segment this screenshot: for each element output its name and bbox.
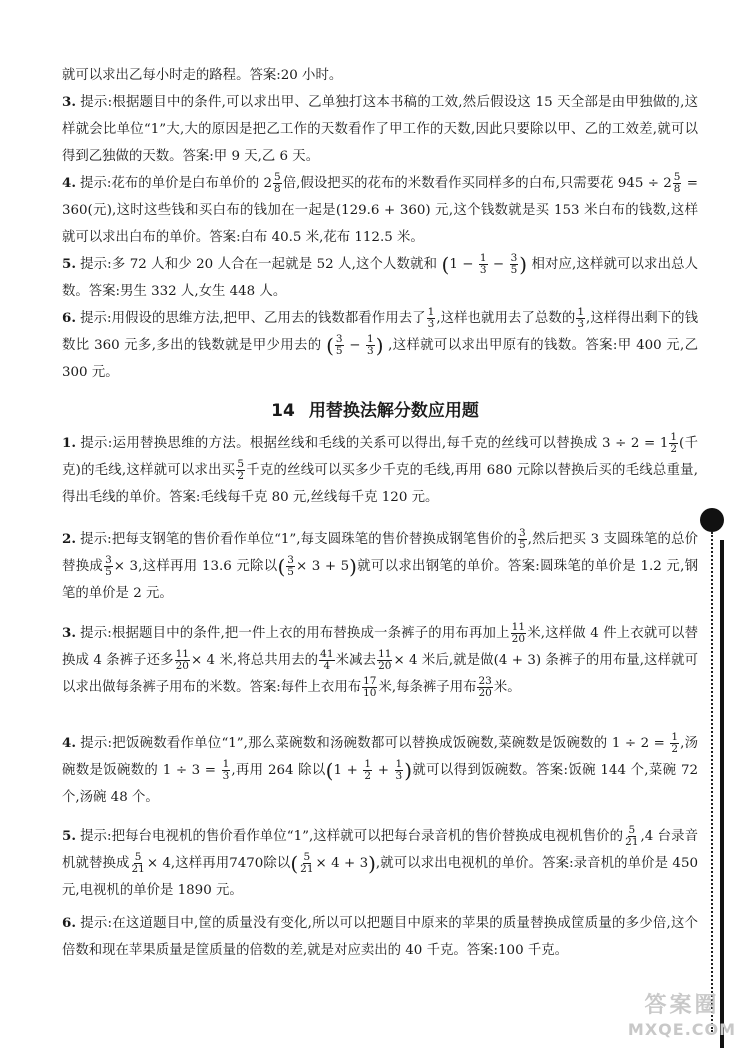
fraction: $\frac{1}{3}$ xyxy=(577,306,585,330)
watermark-logo: 答案圈 MXQE.COM xyxy=(627,993,737,1039)
fraction: $\frac{1}{3}$ xyxy=(479,252,487,276)
fraction: $\frac{3}{5}$ xyxy=(519,527,526,551)
fraction: $\frac{1}{2}$ xyxy=(364,758,372,782)
fraction: $\frac{1}{2}$ xyxy=(670,431,678,455)
answer-item-b2: 2. 提示:把每支钢笔的售价看作单位“1”,每支圆珠笔的售价替换成钢笔售价的 $\frac{3}{5}$ ,然后把买 3 支圆珠笔的总价替换成 $\frac{3}{5}$ × 3,这样再用 13.6 元除以( $\frac{3}{5}$ × 3 + 5)就可以求出钢笔的单价。答案:圆珠笔的单价是 1.2 元,钢笔的单价是 2 元。 xyxy=(62,527,699,601)
fraction: $\frac{41}{4}$ xyxy=(320,648,334,672)
answer-item-b1: 1. 提示:运用替换思维的方法。根据丝线和毛线的关系可以得出,每千克的丝线可以替换成 3 ÷ 2 = 1 $\frac{1}{2}$ (千克)的毛线,这样就可以求出买 $\frac{5}{2}$ 千克的丝线可以买多少千克的毛线,再用 680 元除以替换后买的毛线总重量,得出毛线的单价。答案:毛线每千克 80 元,丝线每千克 120 元。 xyxy=(62,431,698,505)
fraction: $\frac{23}{20}$ xyxy=(478,675,492,699)
fraction: $\frac{1}{3}$ xyxy=(367,333,374,357)
fraction: $\frac{3}{5}$ xyxy=(510,252,518,276)
answer-item-4: 4. 提示:花布的单价是白布单价的 2 $\frac{5}{8}$ 倍,假设把买的花布的米数看作买同样多的白布,只需要花 945 ÷ 2 $\frac{5}{8}$ = 360(元),这时这些钱和买白布的钱加在一起是(129.6 + 360) 元,这个钱数就是买 153 米白布的钱数,这样就可以求出白布的单价。答案:白布 40.5 米,花布 112.5 米。 xyxy=(62,171,698,245)
answer-item-b3: 3. 提示:根据题目中的条件,把一件上衣的用布替换成一条裤子的用布再加上 $\frac{11}{20}$ 米,这样做 4 件上衣就可以替换成 4 条裤子还多 $\frac{11}{20}$ × 4 米,将总共用去的 $\frac{41}{4}$ 米减去 $\frac{11}{20}$ × 4 米后,就是做(4 + 3) 条裤子的用布量,这样就可以求出做每条裤子用布的米数。答案:每件上衣用布 $\frac{17}{10}$ 米,每条裤子用布 $\frac{23}{20}$ 米。 xyxy=(62,621,698,699)
page-edge-bar xyxy=(720,540,724,1048)
fraction: $\frac{11}{20}$ xyxy=(378,648,392,672)
fraction: $\frac{1}{3}$ xyxy=(427,306,435,330)
answer-item-b4: 4. 提示:把饭碗数看作单位“1”,那么菜碗数和汤碗数都可以替换成饭碗数,菜碗数是饭碗数的 1 ÷ 2 = $\frac{1}{2}$ ,汤碗数是饭碗数的 1 ÷ 3 = $\frac{1}{3}$ ,再用 264 除以(1 + $\frac{1}{2}$ + $\frac{1}{3}$ )就可以得到饭碗数。答案:饭碗 144 个,菜碗 72 个,汤碗 48 个。 xyxy=(62,731,699,805)
fraction: $\frac{5}{8}$ xyxy=(673,171,681,195)
fraction: $\frac{5}{21}$ xyxy=(300,851,314,875)
fraction: $\frac{11}{20}$ xyxy=(511,621,526,645)
answer-item-b5: 5. 提示:把每台电视机的售价看作单位“1”,这样就可以把每台录音机的售价替换成电视机售价的 $\frac{5}{21}$ ,4 台录音机就替换成 $\frac{5}{21}$ × 4,这样再用7470除以( $\frac{5}{21}$ × 4 + 3),就可以求出电视机的单价。答案:录音机的单价是 450 元,电视机的单价是 1890 元。 xyxy=(62,824,698,898)
fraction: $\frac{3}{5}$ xyxy=(287,554,294,578)
intro-line: 就可以求出乙每小时走的路程。答案:20 小时。 xyxy=(62,68,343,83)
fraction: $\frac{1}{2}$ xyxy=(671,731,679,755)
fraction: $\frac{3}{5}$ xyxy=(105,554,112,578)
answer-item-6: 6. 提示:用假设的思维方法,把甲、乙用去的钱数都看作用去了 $\frac{1}{3}$ ,这样也就用去了总数的 $\frac{1}{3}$ ,这样得出剩下的钱数比 360 元多,多出的钱数就是甲少用去的 ( $\frac{3}{5}$ − $\frac{1}{3}$ ) ,这样就可以求出甲原有的钱数。答案:甲 400 元,乙 300 元。 xyxy=(62,306,699,380)
answer-item-b6: 6. 提示:在这道题目中,筐的质量没有变化,所以可以把题目中原来的苹果的质量替换成筐质量的多少倍,这个倍数和现在苹果质量是筐质量的倍数的差,就是对应卖出的 40 千克。答案:100 千克。 xyxy=(62,915,698,958)
fraction: $\frac{11}{20}$ xyxy=(175,648,189,672)
page-edge-dotted-line xyxy=(711,532,713,1032)
fraction: $\frac{1}{3}$ xyxy=(222,758,230,782)
page-edge-dot xyxy=(700,508,724,532)
fraction: $\frac{5}{8}$ xyxy=(273,171,281,195)
fraction: $\frac{3}{5}$ xyxy=(335,333,343,357)
fraction: $\frac{5}{2}$ xyxy=(237,458,245,482)
answer-item-5: 5. 提示:多 72 人和少 20 人合在一起就是 52 人,这个人数就和 (1 − $\frac{1}{3}$ − $\frac{3}{5}$ ) 相对应,这样就可以求出总人数。答案:男生 332 人,女生 448 人。 xyxy=(62,252,699,299)
answer-item-3: 3. 提示:根据题目中的条件,可以求出甲、乙单独打这本书稿的工效,然后假设这 15 天全部是由甲独做的,这样就会比单位“1”大,大的原因是把乙工作的天数看作了甲工作的天数,因此只要除以甲、乙的工效差,就可以得到乙独做的天数。答案:甲 9 天,乙 6 天。 xyxy=(62,94,698,164)
section-title: 14 用替换法解分数应用题 xyxy=(271,401,479,421)
fraction: $\frac{1}{3}$ xyxy=(395,758,403,782)
fraction: $\frac{17}{10}$ xyxy=(363,675,377,699)
fraction: $\frac{5}{21}$ xyxy=(131,851,145,875)
fraction: $\frac{5}{21}$ xyxy=(625,824,639,848)
